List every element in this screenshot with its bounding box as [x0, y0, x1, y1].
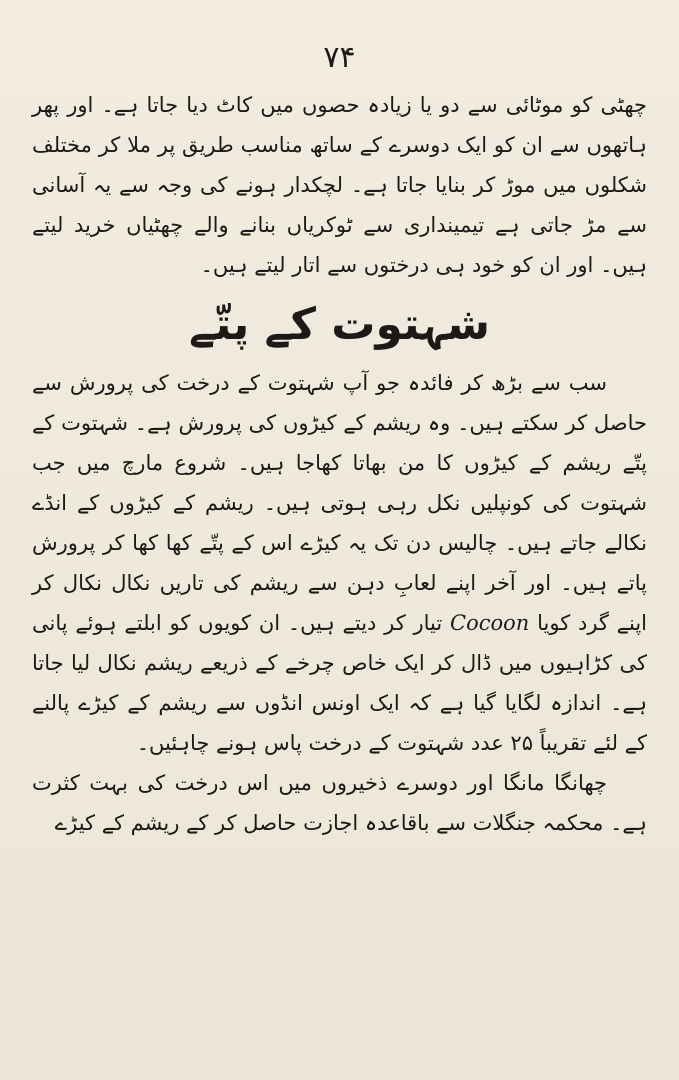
page-number: ۷۴	[323, 40, 356, 75]
paragraph-text-part-2: تیار کر دیتے ہیں۔ ان کویوں کو ابلتے ہوئے پانی کی کڑاہیوں میں ڈال کر ایک خاص چرخے کے ذریعے ریشم نکال لیا جاتا ہے۔ اندازہ لگایا گیا ہے کہ ایک اونس انڈوں سے ریشم کے کیڑے پالنے کے لئے تقریباً ۲۵ عدد شہتوت کے درخت پاس ہونے چاہئیں۔	[32, 611, 647, 755]
section-paragraph-2: چھانگا مانگا اور دوسرے ذخیروں میں اس درخت کی بہت کثرت ہے۔ محکمہ جنگلات سے باقاعدہ اجازت حاصل کر کے ریشم کے کیڑے	[32, 771, 647, 835]
paragraph-text-part-1: سب سے بڑھ کر فائدہ جو آپ شہتوت کے درخت کی پرورش سے حاصل کر سکتے ہیں۔ وہ ریشم کے کیڑوں کی پرورش ہے۔ شہتوت کے پتّے ریشم کے کیڑوں کا من بھاتا کھاجا ہیں۔ شروع مارچ میں جب شہتوت کی کونپلیں نکل رہی ہوتی ہیں۔ ریشم کے کیڑوں کے انڈے نکالے جاتے ہیں۔ چالیس دن تک یہ کیڑے اس کے پتّے کھا کھا کر پرورش پاتے ہیں۔ اور آخر اپنے لعابِ دہن سے ریشم کی تاریں نکال نکال کر اپنے گرد کویا	[32, 371, 647, 635]
intro-paragraph: چھٹی کو موٹائی سے دو یا زیادہ حصوں میں کاٹ دیا جاتا ہے۔ اور پھر ہاتھوں سے ان کو ایک دوسرے کے ساتھ مناسب طریق پر ملا کر مختلف شکلوں میں موڑ کر بنایا جاتا ہے۔ لچکدار ہونے کی وجہ سے یہ آسانی سے مڑ جاتی ہے تیمینداری سے ٹوکریاں بنانے والے چھٹیاں خرید لیتے ہیں۔ اور ان کو خود ہی درختوں سے اتار لیتے ہیں۔	[32, 93, 647, 277]
section-heading: شہتوت کے پتّے	[188, 299, 491, 350]
cocoon-term: Cocoon	[450, 611, 530, 635]
section-paragraph-1	[28, 363, 651, 763]
